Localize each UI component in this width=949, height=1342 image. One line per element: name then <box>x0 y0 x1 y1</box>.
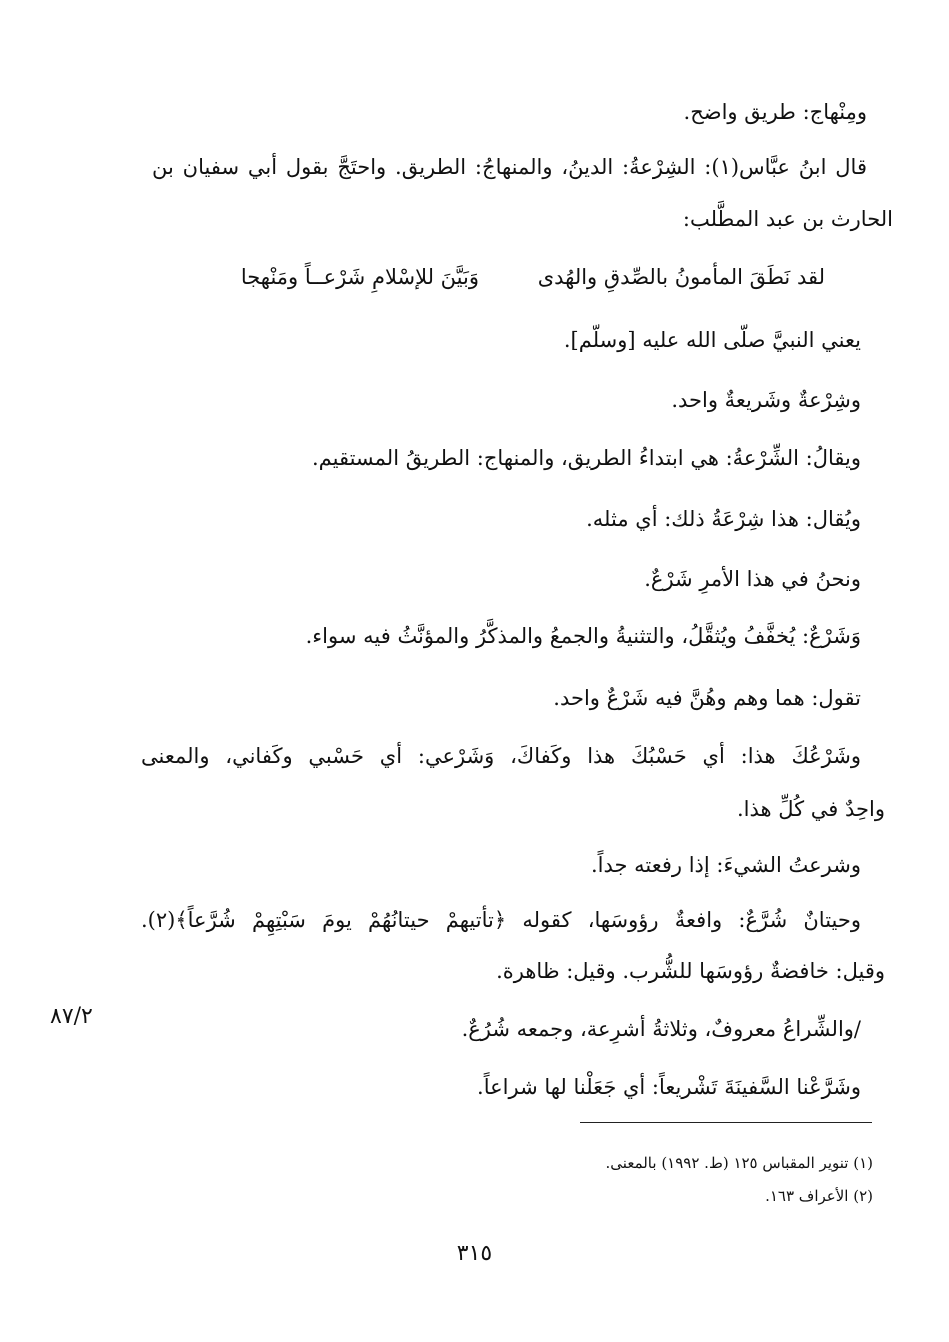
text-line: وشَرْعُكَ هذا: أي حَسْبُكَ هذا وكَفاكَ، وَشَرْعي: أي حَسْبي وكَفاني، والمعنى <box>141 744 861 768</box>
text-line: وحيتانٌ شُرَّعٌ: وافعةٌ رؤوسَها، كقوله ﴿تأتيهمْ حيتانُهُمْ يومَ سَبْتِهِمْ شُرَّعاً﴾(٢). <box>141 908 861 932</box>
text-line: /والشِّراعُ معروفٌ، وثلاثةُ أشرِعة، وجمعه شُرُعٌ. <box>461 1017 861 1041</box>
text-line: الحارث بن عبد المطَّلب: <box>682 207 893 231</box>
verse-first-hemistich: لقد نَطَقَ المأمونُ بالصِّدقِ والهُدى <box>537 265 825 289</box>
footnote: (١) تنوير المقباس ١٢٥ (ط. ١٩٩٢) بالمعنى. <box>605 1154 873 1172</box>
text-line: يعني النبيَّ صلّى الله عليه [وسلّم]. <box>563 328 861 352</box>
text-line: ونحنُ في هذا الأمرِ شَرْعٌ. <box>644 567 861 591</box>
text-line: وشَرَّعْنا السَّفينَةَ تَشْريعاً: أي جَعَلْنا لها شراعاً. <box>477 1075 861 1099</box>
text-line: وشِرْعةٌ وشَريعةٌ واحد. <box>671 388 861 412</box>
page-number: ٣١٥ <box>456 1241 493 1266</box>
text-line: ويقالُ: الشِّرْعةُ: هي ابتداءُ الطريق، والمنهاج: الطريقُ المستقيم. <box>311 446 861 470</box>
text-line: وَشَرْعٌ: يُخفَّفُ ويُثقَّلُ، والتثنيةُ والجمعُ والمذكَّرُ والمؤنَّثُ فيه سواء. <box>305 624 861 648</box>
footnote-divider <box>580 1122 872 1123</box>
footnote: (٢) الأعراف ١٦٣. <box>765 1187 873 1205</box>
text-line: وشرعتُ الشيءَ: إذا رفعته جداً. <box>590 853 861 877</box>
margin-reference: ٨٧/٢ <box>50 1004 93 1029</box>
text-line: واحِدٌ في كُلِّ هذا. <box>736 797 885 821</box>
text-line: تقول: هما وهم وهُنَّ فيه شَرْعٌ واحد. <box>553 686 861 710</box>
text-line: وقيل: خافضةٌ رؤوسَها للشُّرب. وقيل: ظاهرة. <box>496 959 885 983</box>
text-line: ويُقال: هذا شِرْعَةُ ذلك: أي مثله. <box>586 507 861 531</box>
verse-second-hemistich: وَبَيَّنَ للإسْلامِ شَرْعــاً ومَنْهجا <box>240 265 479 289</box>
text-line: قال ابنُ عبَّاس(١): الشِرْعةُ: الدينُ، والمنهاجُ: الطريق. واحتَجَّ بقول أبي سفيان بن <box>152 155 867 179</box>
text-line: ومِنْهاج: طريق واضح. <box>683 100 867 124</box>
